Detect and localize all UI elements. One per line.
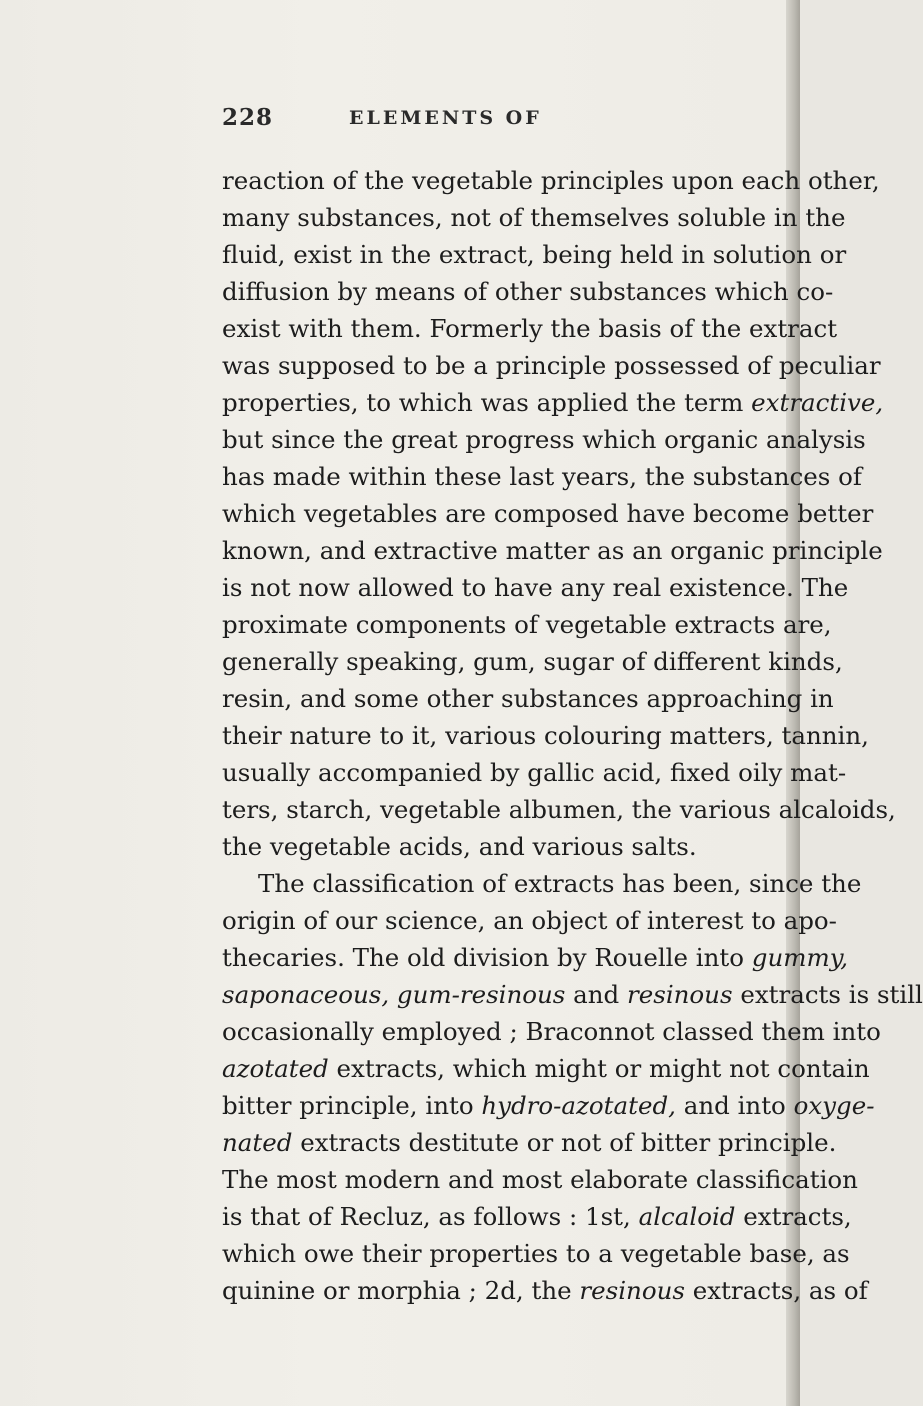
text-line: many substances, not of themselves soluble in the (222, 203, 846, 232)
text-line: usually accompanied by gallic acid, fixed oily mat- (222, 758, 847, 787)
text-line: the vegetable acids, and various salts. (222, 832, 697, 861)
text-line: quinine or morphia ; 2d, the resinous extracts, as of (222, 1276, 868, 1305)
italic-term: nated (222, 1128, 293, 1157)
text-line: which vegetables are composed have become better (222, 499, 874, 528)
text-line: bitter principle, into hydro-azotated, and into oxyge- (222, 1091, 875, 1120)
text-line: properties, to which was applied the term extractive, (222, 388, 884, 417)
italic-term: resinous (579, 1276, 685, 1305)
text-line: resin, and some other substances approaching in (222, 684, 834, 713)
italic-term: azotated (222, 1054, 329, 1083)
text-line: fluid, exist in the extract, being held in solution or (222, 240, 847, 269)
text-line: reaction of the vegetable principles upon each other, (222, 166, 880, 195)
text-line: but since the great progress which organic analysis (222, 425, 866, 454)
italic-term: gummy, (751, 943, 849, 972)
italic-term: resinous (627, 980, 733, 1009)
text-line: azotated extracts, which might or might not contain (222, 1054, 870, 1083)
text-line: was supposed to be a principle possessed of peculiar (222, 351, 881, 380)
italic-term: oxyge- (793, 1091, 875, 1120)
text-line: diffusion by means of other substances which co- (222, 277, 834, 306)
running-title: ELEMENTS OF (349, 107, 542, 129)
body-text (222, 162, 923, 1309)
page-number: 228 (222, 104, 274, 131)
text-line: exist with them. Formerly the basis of the extract (222, 314, 838, 343)
text-line: known, and extractive matter as an organic principle (222, 536, 883, 565)
text-line: their nature to it, various colouring matters, tannin, (222, 721, 869, 750)
text-line: generally speaking, gum, sugar of different kinds, (222, 647, 843, 676)
text-line: thecaries. The old division by Rouelle into gummy, (222, 943, 849, 972)
text-line: proximate components of vegetable extracts are, (222, 610, 832, 639)
text-line: which owe their properties to a vegetable base, as (222, 1239, 850, 1268)
text-line: ters, starch, vegetable albumen, the various alcaloids, (222, 795, 896, 824)
italic-term: hydro-azotated, (481, 1091, 676, 1120)
text-line: nated extracts destitute or not of bitter principle. (222, 1128, 837, 1157)
italic-term: alcaloid (638, 1202, 736, 1231)
text-line: saponaceous, gum-resinous and resinous extracts is still (222, 980, 923, 1009)
italic-term: saponaceous, gum-resinous (222, 980, 566, 1009)
italic-term: extractive, (751, 388, 884, 417)
text-line: origin of our science, an object of interest to apo- (222, 906, 837, 935)
text-line: is not now allowed to have any real existence. The (222, 573, 849, 602)
paragraph-start-line: The classification of extracts has been, since the (258, 869, 862, 898)
text-line: occasionally employed ; Braconnot classed them into (222, 1017, 881, 1046)
text-line: is that of Recluz, as follows : 1st, alcaloid extracts, (222, 1202, 852, 1231)
page-header (222, 104, 782, 144)
text-line: The most modern and most elaborate classification (222, 1165, 858, 1194)
text-line: has made within these last years, the substances of (222, 462, 862, 491)
